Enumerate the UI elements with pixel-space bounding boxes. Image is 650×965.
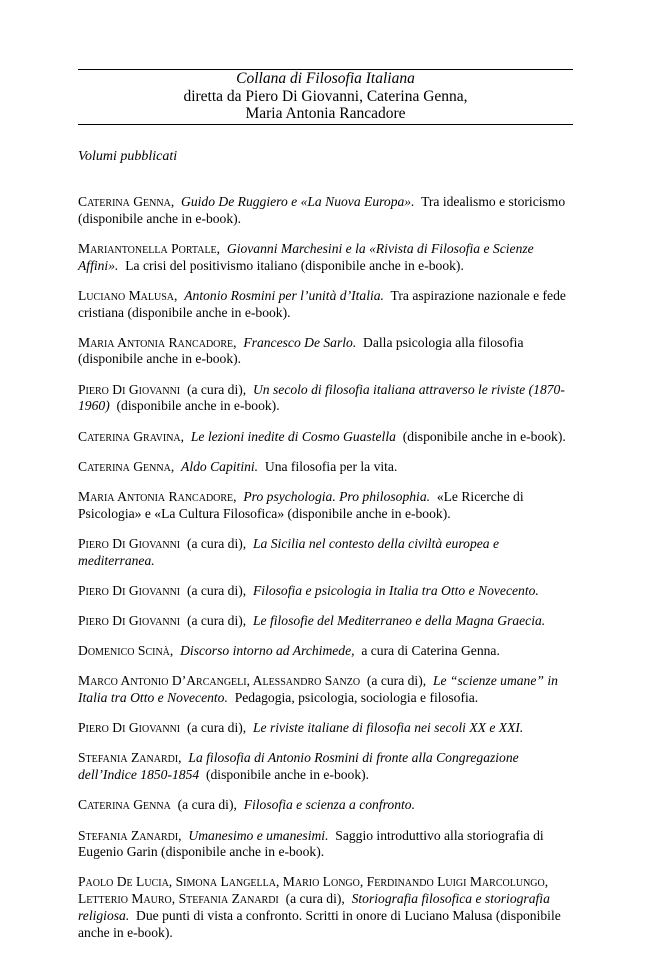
entry-title: Giovanni Marchesini e la «Rivista di Filosofia e Scienze Affini». <box>78 240 534 273</box>
entry-description: Tra idealismo e storicismo (disponibile anche in e-book). <box>78 194 566 226</box>
header-bottom-rule <box>78 124 573 125</box>
section-label: Volumi pubblicati <box>78 149 178 164</box>
entry-title: Umanesimo e umanesimi. <box>188 827 329 843</box>
volume-entry <box>78 750 573 783</box>
entry-title: La Sicilia nel contesto della civiltà europea e mediterranea. <box>78 535 499 568</box>
entry-description: (disponibile anche in e-book). <box>116 398 280 414</box>
entry-description: Una filosofia per la vita. <box>264 458 398 474</box>
entry-author: Luciano Malusa, <box>78 287 178 303</box>
entry-title: Storiografia filosofica e storiografia religiosa. <box>78 891 550 923</box>
entry-author: Piero Di Giovanni <box>78 612 181 628</box>
entry-editor-note: (a cura di), <box>186 720 247 736</box>
entry-description: Pedagogia, psicologia, sociologia e filosofia. <box>234 690 479 706</box>
volume-entry <box>78 288 573 321</box>
entry-author: Stefania Zanardi, <box>78 827 182 843</box>
entry-title: Antonio Rosmini per l’unità d’Italia. <box>184 287 384 303</box>
entry-author: Marco Antonio D’Arcangeli, Alessandro Sanzo <box>78 673 361 689</box>
entry-description: Due punti di vista a confronto. Scritti in onore di Luciano Malusa (disponibile anche in e-book). <box>78 907 561 940</box>
entry-author: Piero Di Giovanni <box>78 381 181 397</box>
entry-title: Pro psychologia. Pro philosophia. <box>243 488 431 504</box>
entry-author: Paolo De Lucia, Simona Langella, Mario Longo, Ferdinando Luigi Marcolungo, Letterio Mauro, Stefania Zanardi <box>78 874 549 907</box>
volume-entry <box>78 536 573 569</box>
series-directors-line1: diretta da Piero Di Giovanni, Caterina Genna, <box>183 87 468 105</box>
entry-title: Francesco De Sarlo. <box>243 334 357 350</box>
entry-description: Tra aspirazione nazionale e fede cristiana (disponibile anche in e-book). <box>78 287 566 320</box>
volume-entry <box>78 828 573 861</box>
volume-entry <box>78 643 573 660</box>
volume-entry <box>78 583 573 600</box>
entry-title: Un secolo di filosofia italiana attraverso le riviste (1870-1960) <box>78 381 565 414</box>
entry-author: Caterina Gravina, <box>78 428 185 444</box>
volume-entry <box>78 335 573 368</box>
volume-list <box>78 194 573 955</box>
entry-author: Stefania Zanardi, <box>78 750 182 766</box>
volume-entry <box>78 797 573 814</box>
entry-title: La filosofia di Antonio Rosmini di fronte alla Congregazione dell’Indice 1850-1854 <box>78 750 519 783</box>
volume-entry <box>78 194 573 227</box>
entry-title: Guido De Ruggiero e «La Nuova Europa». <box>181 194 415 209</box>
entry-editor-note: (a cura di), <box>177 797 237 813</box>
entry-title: Aldo Capitini. <box>181 458 259 474</box>
entry-author: Mariantonella Portale, <box>78 240 221 256</box>
entry-editor-note: (a cura di), <box>186 535 247 551</box>
entry-editor-note: (a cura di), <box>366 673 427 689</box>
entry-description: a cura di Caterina Genna. <box>361 643 500 659</box>
entry-title: Filosofia e psicologia in Italia tra Otto e Novecento. <box>252 582 539 598</box>
entry-description: (disponibile anche in e-book). <box>205 767 370 783</box>
volume-entry <box>78 673 573 706</box>
entry-description: Saggio introduttivo alla storiografia di Eugenio Garin (disponibile anche in e-book). <box>78 827 544 860</box>
series-title: Collana di Filosofia Italiana <box>236 70 415 87</box>
entry-author: Maria Antonia Rancadore, <box>78 334 237 350</box>
entry-author: Caterina Genna, <box>78 194 175 209</box>
entry-editor-note: (a cura di), <box>285 891 345 907</box>
volume-entry <box>78 720 573 737</box>
entry-title: Discorso intorno ad Archimede, <box>180 643 355 659</box>
entry-title: Le filosofie del Mediterraneo e della Magna Graecia. <box>252 612 546 628</box>
volume-entry <box>78 241 573 274</box>
entry-author: Maria Antonia Rancadore, <box>78 488 237 504</box>
volume-entry <box>78 429 573 446</box>
entry-description: «Le Ricerche di Psicologia» e «La Cultura Filosofica» (disponibile anche in e-book). <box>78 488 524 521</box>
entry-author: Domenico Scinà, <box>78 643 174 659</box>
entry-description: La crisi del positivismo italiano (disponibile anche in e-book). <box>125 257 464 273</box>
entry-author: Piero Di Giovanni <box>78 582 181 598</box>
entry-title: Le “scienze umane” in Italia tra Otto e Novecento. <box>78 673 558 706</box>
volume-entry <box>78 459 573 476</box>
entry-title: Le riviste italiane di filosofia nei secoli XX e XXI. <box>252 720 524 736</box>
series-directors-line2: Maria Antonia Rancadore <box>245 105 406 122</box>
entry-author: Piero Di Giovanni <box>78 535 181 551</box>
entry-editor-note: (a cura di), <box>186 582 247 598</box>
entry-description: (disponibile anche in e-book). <box>402 428 566 444</box>
volume-entry <box>78 613 573 630</box>
volume-entry <box>78 489 573 522</box>
entry-author: Piero Di Giovanni <box>78 720 181 736</box>
volume-entry <box>78 874 573 941</box>
entry-author: Caterina Genna, <box>78 458 175 474</box>
entry-editor-note: (a cura di), <box>186 381 247 397</box>
entry-title: Le lezioni inedite di Cosmo Guastella <box>190 428 396 444</box>
series-header <box>78 70 573 123</box>
entry-author: Caterina Genna <box>78 797 171 813</box>
entry-editor-note: (a cura di), <box>186 612 247 628</box>
volume-entry <box>78 382 573 415</box>
entry-description: Dalla psicologia alla filosofia (disponibile anche in e-book). <box>78 334 524 367</box>
entry-title: Filosofia e scienza a confronto. <box>243 797 415 813</box>
